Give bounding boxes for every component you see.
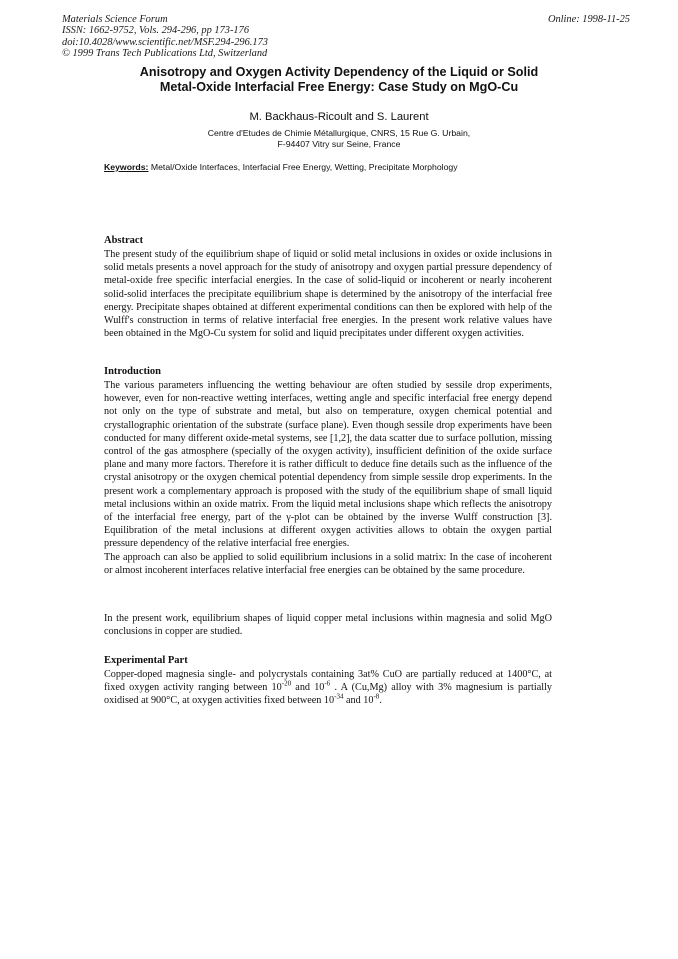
doi-line[interactable]: doi:10.4028/www.scientific.net/MSF.294-296.173 — [62, 36, 268, 48]
exp-exponent-1: -20 — [281, 679, 292, 688]
exp-text-4: and 10 — [343, 695, 374, 707]
journal-name: Materials Science Forum — [62, 14, 168, 25]
exp-text-1: Copper-doped magnesia single- and polycrystals containing 3at% CuO are partially reduced at 1400°C, at fixed oxygen activity ranging between 10 — [104, 669, 552, 694]
keywords-text: Metal/Oxide Interfaces, Interfacial Free Energy, Wetting, Precipitate Morphology — [148, 162, 458, 172]
experimental-heading: Experimental Part — [104, 655, 188, 666]
authors: M. Backhaus-Ricoult and S. Laurent — [249, 111, 429, 123]
abstract-heading: Abstract — [104, 235, 144, 246]
introduction-paragraph-3: In the present work, equilibrium shapes of liquid copper metal inclusions within magnesia and solid MgO conclusions in copper are studied. — [104, 613, 552, 638]
abstract-text — [104, 248, 552, 340]
exp-text-5: . — [379, 695, 382, 707]
title-line-1: Anisotropy and Oxygen Activity Dependency of the Liquid or Solid — [139, 65, 539, 79]
exp-exponent-4: -8 — [373, 693, 380, 702]
affiliation-line-1: Centre d'Etudes de Chimie Métallurgique, CNRS, 15 Rue G. Urbain, — [207, 128, 471, 138]
exp-text-3: . A (Cu,Mg) alloy with 3% magnesium is partially oxidised at 900°C, at oxygen activities fixed between 10 — [104, 682, 552, 707]
affiliation-line-2: F-94407 Vitry sur Seine, France — [277, 139, 401, 149]
affiliation — [60, 128, 618, 150]
exp-text-2: and 10 — [291, 682, 325, 694]
introduction-paragraph-2: The approach can also be applied to solid equilibrium inclusions in a solid matrix: In the case of incoherent or almost incoherent interfaces relative interfacial free energies can be obtained by the same procedure. — [104, 551, 552, 576]
introduction-paragraph-1: The various parameters influencing the wetting behaviour are often studied by sessile drop experiments, however, even for non-reactive wetting interfaces, wetting angle and specific interfacial free energy depend not only on the type of substrate and metal, but also on temperature, oxygen chemical potential and crystallographic orientation of the substrate (surface plane). Even though sessile drop experiments have been conducted for many different oxide-metal systems, see [1,2], the data scatter due to surface pollution, missing control of the gas atmosphere (specially of the oxygen activity), insufficient definition of the oxide surface plane and many more factors. Therefore it is rather difficult to deduce fine details such as the influence of the crystal anisotropy or the oxygen chemical potential dependency from simple sessile drop experiments. In the present work a complementary approach is proposed with the study of the equilibrium shape of small liquid metal inclusions within an oxide matrix. From the liquid metal inclusions shape which reflects the anisotropy of the interfacial free energy, part of the γ-plot can be obtained by the inverse Wulff construction [3]. Equilibration of the metal inclusions at different oxygen activities allows to obtain the oxygen partial pressure dependency of the relative interfacial free energies. — [104, 380, 552, 550]
introduction-heading: Introduction — [104, 366, 161, 377]
experimental-paragraph — [104, 668, 552, 708]
exp-exponent-3: -34 — [334, 693, 344, 702]
paper-title — [60, 65, 618, 94]
keywords — [104, 162, 458, 173]
issn-line: ISSN: 1662-9752, Vols. 294-296, pp 173-176 — [62, 25, 250, 37]
keywords-label: Keywords: — [104, 162, 149, 172]
introduction-text — [104, 379, 552, 577]
title-line-2: Metal-Oxide Interfacial Free Energy: Case Study on MgO-Cu — [159, 79, 519, 94]
journal-metadata — [62, 14, 268, 60]
abstract-paragraph: The present study of the equilibrium shape of liquid or solid metal inclusions in oxides or oxide inclusions in solid metals presents a novel approach for the study of anisotropy and oxygen partial pressure dependency of metal-oxide free specific interfacial energies. In the case of solid-liquid or incoherent or nearly incoherent solid-solid interfaces the precipitate equilibrium shape is determined by the anisotropy of the interfacial free energy. Precipitate shapes obtained at different experimental conditions can then be explored with help of the Wulff's construction in terms of relative interfacial free energies. In the present work relative values have been obtained in the MgO-Cu system for solid and liquid precipitates under different oxygen activities. — [104, 249, 552, 340]
copyright-line: © 1999 Trans Tech Publications Ltd, Switzerland — [62, 48, 268, 60]
introduction-text-2 — [104, 612, 552, 638]
online-date: Online: 1998-11-25 — [547, 14, 630, 25]
experimental-text — [104, 668, 552, 708]
exp-exponent-2: -6 — [324, 679, 331, 688]
